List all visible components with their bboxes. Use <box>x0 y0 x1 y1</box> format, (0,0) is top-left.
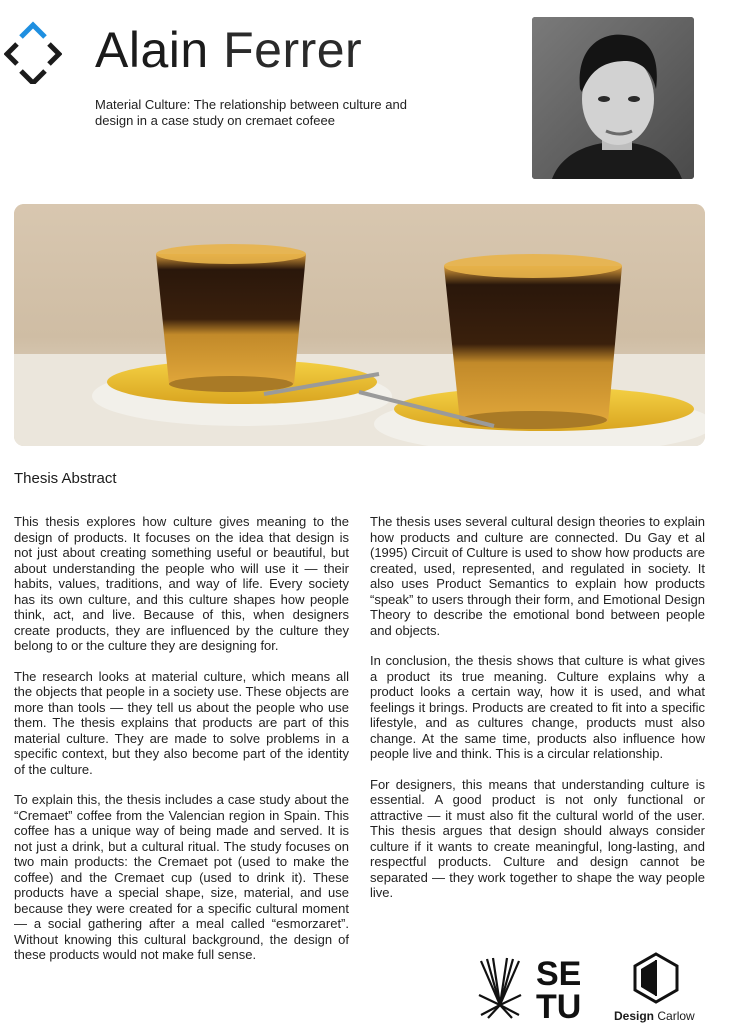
abstract-paragraph: The thesis uses several cultural design theories to explain how products and culture are connected. Du Gay et al (1995) Circuit of Culture is used to show how products are created, used, represented, and regulated in society. It also uses Product Semantics to explain how products “speak” to users through their form, and Emotional Design Theory to describe the emotional bond between people and objects. <box>370 514 705 638</box>
diamond-chevron-icon <box>4 20 62 84</box>
design-carlow-wordmark <box>614 1009 695 1023</box>
thesis-subtitle: Material Culture: The relationship between culture and design in a case study on cremaet cofeee <box>95 97 407 128</box>
abstract-paragraph: For designers, this means that understanding culture is essential. A good product is not only functional or attractive — it must also fit the cultural world of the user. This thesis argues that design should always consider culture if it wants to create meaningful, long-lasting, and respectful products. Culture and design cannot be separated — they work together to shape the way people live. <box>370 776 705 900</box>
author-name <box>95 20 362 80</box>
author-portrait <box>532 17 694 179</box>
setu-logo <box>478 955 590 1020</box>
abstract-column-right <box>370 514 705 916</box>
author-first-name: Alain <box>95 22 209 78</box>
carlow-wordmark-regular: Carlow <box>657 1009 695 1023</box>
hero-photo-coffee <box>14 204 705 446</box>
abstract-column-left <box>14 514 349 978</box>
abstract-paragraph: To explain this, the thesis includes a case study about the “Cremaet” coffee from the Valencian region in Spain. This coffee has a unique way of being made and served. It is not just a drink, but a cultural ritual. The study focuses on two main products: the Cremaet pot (used to make the coffee) and the Cremaet cup (used to drink it). These products have a special shape, size, material, and use because they were created for a specific cultural moment — a social gathering after a meal called “esmorzaret”. Without knowing this cultural background, the design of these products would not make full sense. <box>14 792 349 962</box>
author-last-name: Ferrer <box>223 22 363 78</box>
coffee-glasses-illustration <box>14 204 705 446</box>
section-title: Thesis Abstract <box>14 470 117 487</box>
portrait-illustration <box>532 17 694 179</box>
carlow-wordmark-bold: Design <box>614 1009 655 1023</box>
abstract-paragraph: This thesis explores how culture gives meaning to the design of products. It focuses on the idea that design is not just about creating something useful or beautiful, but about understanding the people who will use it — their habits, values, traditions, and way of life. Every society has its own culture, and this culture shapes how people think, act, and live. Because of this, when designers create products, they are influenced by the culture they belong to or the culture they are designing for. <box>14 514 349 653</box>
design-carlow-icon <box>632 952 680 1004</box>
abstract-paragraph: The research looks at material culture, which means all the objects that people in a society use. These objects are more than tools — they tell us about the people who use them. The thesis explains that products are part of this material culture. They are made to solve problems in a specific context, but they also become part of the identity of the culture. <box>14 668 349 777</box>
abstract-paragraph: In conclusion, the thesis shows that culture is what gives a product its true meaning. Culture explains why a product looks a certain way, how it is used, and what feelings it brings. Products are created to fit into a specific lifestyle, and as cultures change, products must also change. At the same time, products also influence how people live and think. This is a circular relationship. <box>370 653 705 761</box>
setu-text-top: SE <box>536 955 582 993</box>
setu-text-bottom: TU <box>536 988 582 1020</box>
